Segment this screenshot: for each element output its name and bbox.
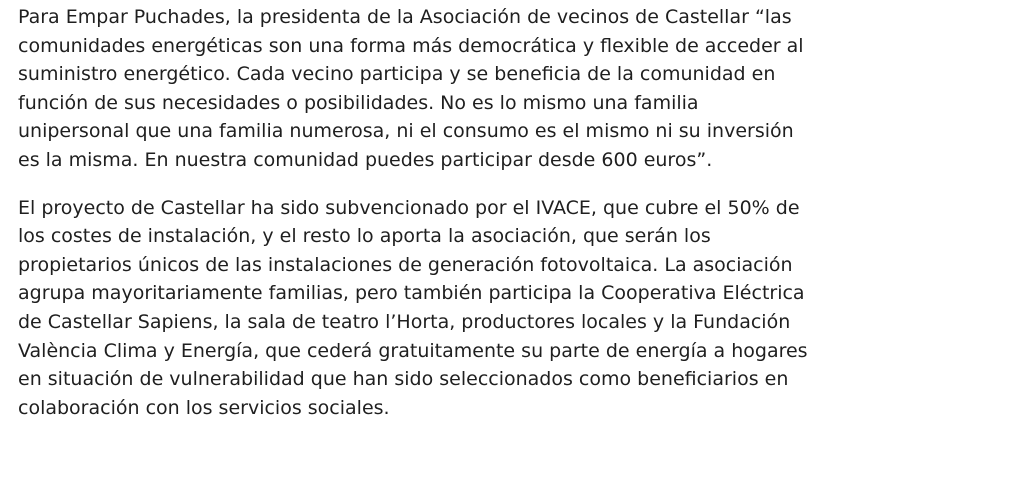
text-line: de Castellar Sapiens, la sala de teatro l’Horta, productores locales y la Fundación: [18, 310, 791, 333]
text-line: es la misma. En nuestra comunidad puedes participar desde 600 euros”.: [18, 148, 713, 171]
text-line: colaboración con los servicios sociales.: [18, 396, 390, 419]
text-line: propietarios únicos de las instalaciones de generación fotovoltaica. La asociación: [18, 253, 793, 276]
text-line: Para Empar Puchades, la presidenta de la Asociación de vecinos de Castellar “las: [18, 6, 792, 28]
text-line: unipersonal que una familia numerosa, ni el consumo es el mismo ni su inversión: [18, 120, 794, 143]
text-line: función de sus necesidades o posibilidades. No es lo mismo una familia: [18, 91, 699, 114]
text-line: agrupa mayoritariamente familias, pero también participa la Cooperativa Eléctrica: [18, 282, 805, 305]
text-line: suministro energético. Cada vecino participa y se beneficia de la comunidad en: [18, 63, 776, 86]
text-line: en situación de vulnerabilidad que han sido seleccionados como beneficiarios en: [18, 368, 789, 391]
paragraph-castellar-project: [18, 194, 986, 423]
text-line: València Clima y Energía, que cederá gratuitamente su parte de energía a hogares: [18, 339, 808, 362]
article-body: [18, 0, 986, 422]
paragraph-empar-puchades-quote: [18, 0, 986, 175]
text-line: El proyecto de Castellar ha sido subvencionado por el IVACE, que cubre el 50% de: [18, 196, 800, 219]
text-line: comunidades energéticas son una forma más democrática y flexible de acceder al: [18, 34, 804, 57]
text-line: los costes de instalación, y el resto lo aporta la asociación, que serán los: [18, 225, 711, 248]
